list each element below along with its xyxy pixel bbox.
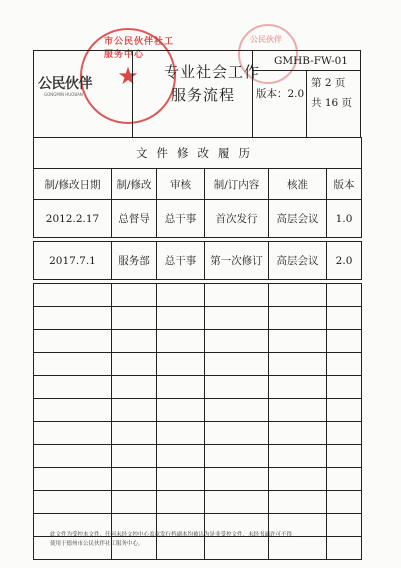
footer-notice xyxy=(50,531,360,549)
empty-row xyxy=(34,445,362,468)
empty-row xyxy=(34,399,362,422)
cell-author: 总督导 xyxy=(112,200,157,238)
column-header: 审核 xyxy=(157,169,205,200)
empty-row xyxy=(34,330,362,353)
column-header: 制/修改 xyxy=(112,169,157,200)
doc-version: 版本：2.0 xyxy=(256,88,305,100)
cell-content: 第一次修订 xyxy=(205,242,269,280)
column-header: 制/订内容 xyxy=(205,169,269,200)
doc-title-line1: 专业社会工作 xyxy=(164,63,261,81)
column-header: 核准 xyxy=(269,169,327,200)
revision-history-table xyxy=(33,137,362,560)
right-seal-text: 公民伙伴 xyxy=(250,35,282,44)
empty-row xyxy=(34,353,362,376)
cell-version: 2.0 xyxy=(327,242,362,280)
table-row xyxy=(34,200,362,238)
document-header xyxy=(33,50,361,138)
page-total: 共 16 页 xyxy=(311,97,353,109)
table-header-row xyxy=(34,169,362,200)
footer-line-1: 此文件为受控本文件，任何未经文控中心盖章发行档副本均被认为是非受控文件，未经书面许可不得 xyxy=(50,532,293,538)
empty-row xyxy=(34,491,362,514)
empty-row xyxy=(34,284,362,307)
cell-author: 服务部 xyxy=(112,242,157,280)
empty-row xyxy=(34,468,362,491)
cell-date: 2012.2.17 xyxy=(34,200,112,238)
cell-content: 首次发行 xyxy=(205,200,269,238)
cell-approver: 高层会议 xyxy=(269,242,327,280)
cell-reviewer: 总干事 xyxy=(157,200,205,238)
table-title: 文件修改履历 xyxy=(34,138,362,169)
doc-code: GMHB-FW-01 xyxy=(274,55,348,67)
empty-row xyxy=(34,422,362,445)
org-logo: 公民伙伴 xyxy=(38,76,92,92)
empty-row xyxy=(34,307,362,330)
column-header: 版本 xyxy=(327,169,362,200)
table-row xyxy=(34,242,362,280)
column-header: 制/修改日期 xyxy=(34,169,112,200)
page-number: 第 2 页 xyxy=(311,77,346,89)
cell-reviewer: 总干事 xyxy=(157,242,205,280)
cell-date: 2017.7.1 xyxy=(34,242,112,280)
seal-text: 市公民伙伴社工服务中心 xyxy=(104,37,175,60)
seal-star-icon: ★ xyxy=(117,62,139,90)
org-logo-subtext: GONGMIN HUOBAN xyxy=(44,92,83,97)
cell-version: 1.0 xyxy=(327,200,362,238)
doc-title-line2: 服务流程 xyxy=(171,86,236,104)
empty-row xyxy=(34,376,362,399)
cell-approver: 高层会议 xyxy=(269,200,327,238)
footer-line-2: 使用于德州市公民伙伴社工服务中心。 xyxy=(50,541,144,547)
